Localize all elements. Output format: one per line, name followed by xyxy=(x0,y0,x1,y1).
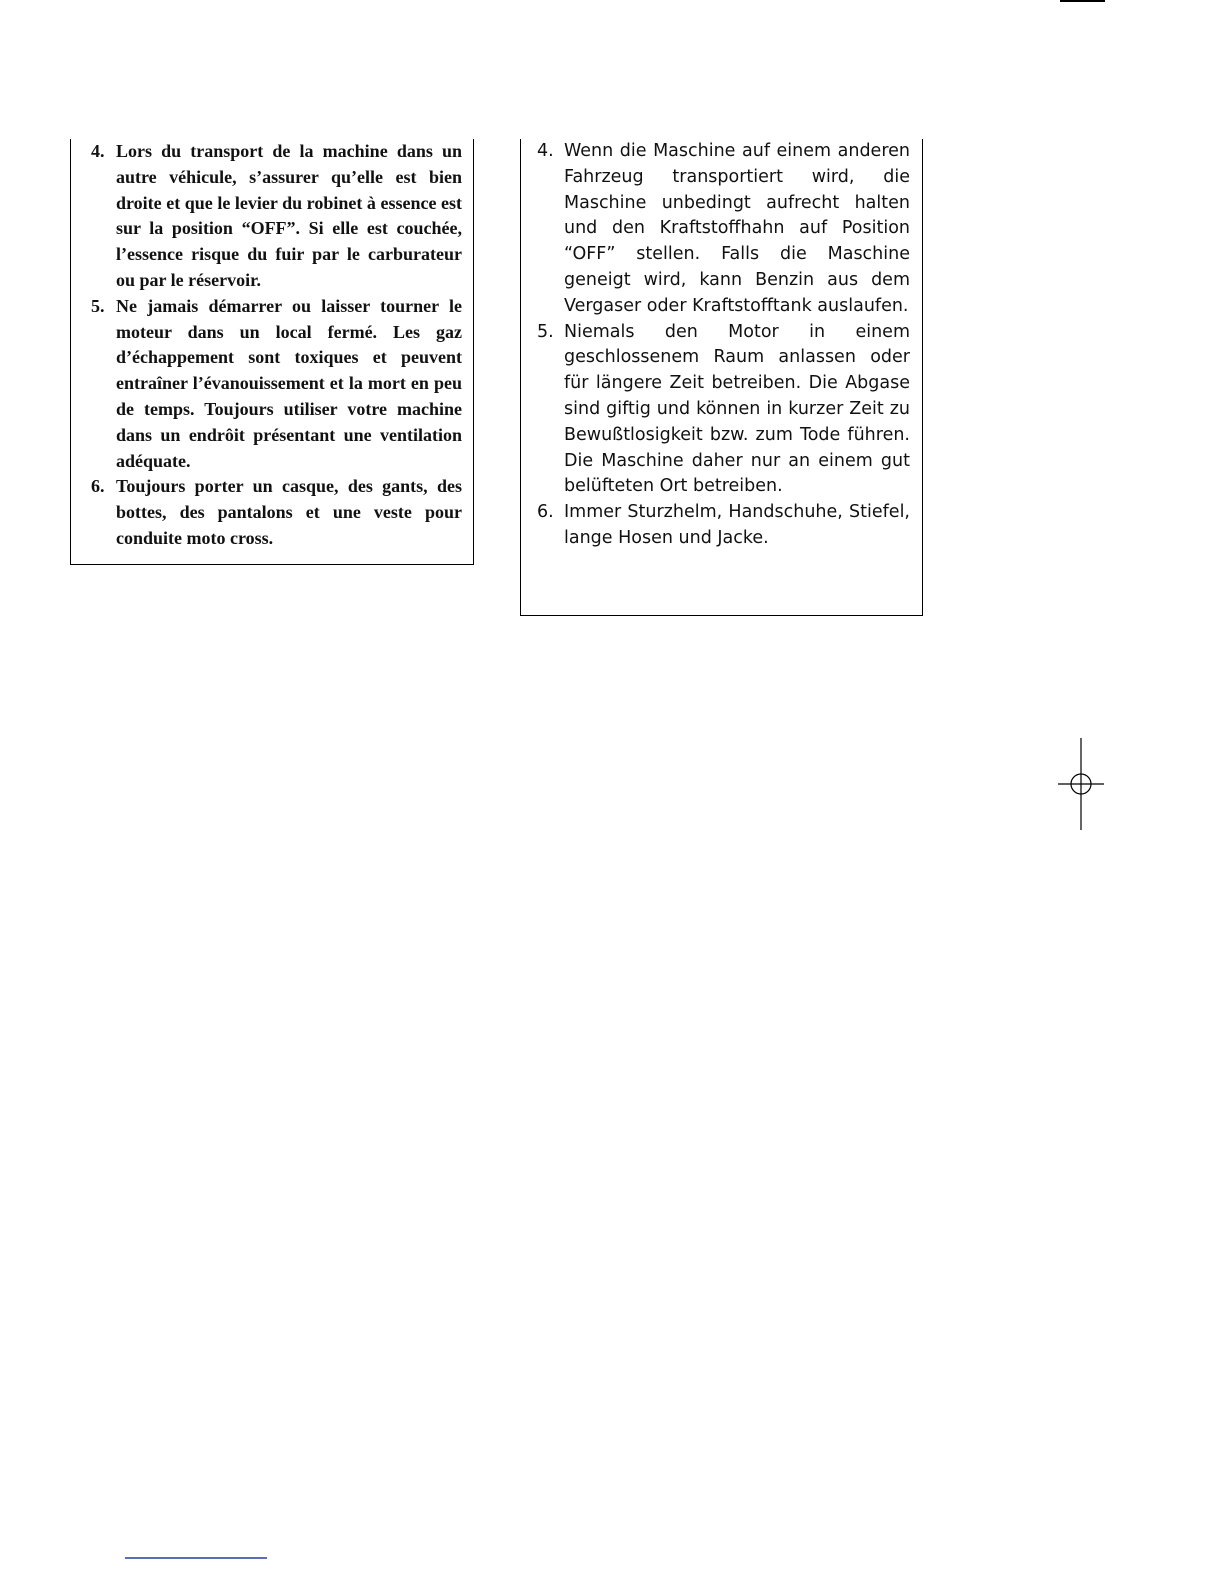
item-number: 5. xyxy=(537,321,554,342)
item-text: Toujours porter un casque, des gants, des bottes, des pantalons et une veste pour conduite moto cross. xyxy=(116,476,462,548)
item-text: Ne jamais démarrer ou laisser tourner le moteur dans un local fermé. Les gaz d’échappement sont toxiques et peuvent entraîner l’évanouissement et la mort en peu de temps. Toujours utiliser votre machine dans un endrôit présentant une ventilation adéquate. xyxy=(116,295,462,471)
item-text: Wenn die Maschine auf einem anderen Fahrzeug transportiert wird, die Maschine unbedingt aufrecht halten und den Kraftstoffhahn auf Position “OFF” stellen. Falls die Maschine geneigt wird, kann Benzin aus dem Vergaser oder Kraftstofftank auslaufen. xyxy=(564,141,910,316)
item-number: 6. xyxy=(537,502,554,523)
french-warning-box xyxy=(70,139,474,565)
item-text: Immer Sturzhelm, Handschuhe, Stiefel, lange Hosen und Jacke. xyxy=(564,502,910,548)
item-number: 5. xyxy=(91,295,105,316)
french-warning-list xyxy=(81,139,462,552)
item-text: Niemals den Motor in einem geschlossenem Raum anlassen oder für längere Zeit betreiben. Die Abgase sind giftig und können in kurzer Zeit zu Bewußtlosigkeit bzw. zum Tode führen. Die Maschine daher nur an einem gut belüfteten Ort betreiben. xyxy=(564,321,910,497)
top-corner-rule xyxy=(1060,0,1105,2)
item-number: 4. xyxy=(91,141,105,161)
list-item xyxy=(529,139,910,320)
list-item xyxy=(81,139,462,294)
bottom-rule xyxy=(125,1557,267,1559)
item-text: Lors du transport de la machine dans un autre véhicule, s’assurer qu’elle est bien droite et que le levier du robinet à essence est sur la position “OFF”. Si elle est couchée, l’essence risque du fuir par le carburateur ou par le réservoir. xyxy=(116,141,462,290)
list-item xyxy=(81,474,462,551)
item-number: 6. xyxy=(91,476,105,497)
list-item xyxy=(529,500,910,552)
item-number: 4. xyxy=(537,141,554,161)
german-warning-box xyxy=(520,139,923,616)
german-warning-list xyxy=(529,139,910,552)
list-item xyxy=(81,294,462,475)
registration-mark-icon xyxy=(1058,738,1104,830)
list-item xyxy=(529,320,910,501)
